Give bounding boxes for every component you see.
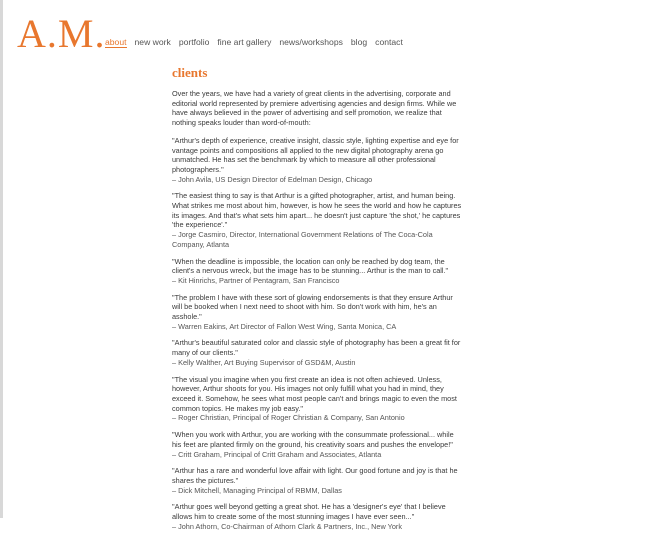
nav-item-contact[interactable]: contact: [375, 37, 403, 47]
testimonial-attribution: – Dick Mitchell, Managing Principal of RBMM, Dallas: [172, 485, 342, 495]
main-nav: [105, 37, 411, 48]
testimonial: [172, 430, 462, 459]
testimonial-quote: "When you work with Arthur, you are working with the consummate professional... while his feet are planted firmly on the ground, his creativity soars and pushes the envelope!": [172, 430, 454, 449]
testimonial-quote: "The visual you imagine when you first create an idea is not often achieved. Unless, however, Arthur shoots for you. His images not only fulfill what you had in mind, they exceed it. Somehow, he sees what most people can't and brings magic to even the most common topics. He makes my job easy.": [172, 374, 457, 413]
testimonial: [172, 257, 462, 286]
testimonial-attribution: – Warren Eakins, Art Director of Fallon West Wing, Santa Monica, CA: [172, 321, 397, 331]
nav-item-portfolio[interactable]: portfolio: [178, 37, 210, 47]
testimonial: [172, 375, 462, 424]
testimonial-quote: "Arthur's depth of experience, creative insight, classic style, lighting expertise and eye for vantage points and compositions all applied to the new digital photography arena go unmatched. He has set the benchmark by which to measure all other professional photographers.": [172, 135, 459, 174]
testimonial-quote: "Arthur's beautiful saturated color and classic style of photography has been a great fit for many of our clients.": [172, 338, 461, 358]
testimonial-quote: "The problem I have with these sort of glowing endorsements is that they ensure Arthur will be booked when I next need to shoot with him. So don't work with him, he's an asshole.": [172, 292, 453, 322]
nav-item-new-work[interactable]: new work: [134, 37, 171, 47]
nav-item-blog[interactable]: blog: [350, 37, 368, 47]
testimonial: [172, 136, 462, 185]
left-edge-strip: [0, 0, 3, 518]
nav-item-news-workshops[interactable]: news/workshops: [279, 37, 343, 47]
nav-item-fine-art-gallery[interactable]: fine art gallery: [217, 37, 272, 47]
page-title: clients: [172, 65, 208, 80]
testimonial: [172, 502, 462, 531]
testimonial: [172, 466, 462, 495]
testimonial: [172, 293, 462, 332]
testimonial-quote: "When the deadline is impossible, the location can only be reached by dog team, the client's a nervous wreck, but the image has to be stunning... Arthur is the man to call.": [172, 256, 449, 276]
testimonial-attribution: – John Avila, US Design Director of Edelman Design, Chicago: [172, 174, 373, 184]
testimonial-attribution: – Critt Graham, Principal of Critt Graham and Associates, Atlanta: [172, 449, 382, 459]
main-content: [172, 65, 462, 538]
testimonial-attribution: – Roger Christian, Principal of Roger Christian & Company, San Antonio: [172, 413, 405, 423]
testimonial: [172, 338, 462, 367]
testimonial-attribution: – Kelly Walther, Art Buying Supervisor of GSD&M, Austin: [172, 357, 356, 367]
site-logo[interactable]: A.M.: [17, 11, 106, 56]
nav-item-about[interactable]: about: [105, 37, 127, 47]
intro-paragraph: Over the years, we have had a variety of great clients in the advertising, corporate and editorial world represented by premiere advertising agencies and design firms. While we have always believed in the power of advertising and self promotion, we realize that nothing speaks louder than word-of-mouth:: [172, 89, 457, 128]
testimonial-quote: "Arthur goes well beyond getting a great shot. He has a 'designer's eye' that I believe allows him to create some of the most stunning images I have ever seen...": [172, 502, 446, 522]
testimonial-attribution: – John Athorn, Co-Chairman of Athorn Clark & Partners, Inc., New York: [172, 521, 402, 531]
testimonial-quote: "Arthur has a rare and wonderful love affair with light. Our good fortune and joy is that he shares the pictures.": [172, 466, 458, 485]
testimonial-quote: "The easiest thing to say is that Arthur is a gifted photographer, artist, and human being. What strikes me most about him, however, is how he sees the world and how he captures its images. And that's what sets him apart... he doesn't just capture 'the shot,' he captures 'the experience'.": [172, 191, 462, 230]
testimonial-attribution: – Kit Hinrichs, Partner of Pentagram, San Francisco: [172, 275, 340, 285]
testimonial-attribution: – Jorge Casmiro, Director, International Government Relations of The Coca-Cola Company, Atlanta: [172, 230, 433, 249]
testimonial: [172, 191, 462, 249]
